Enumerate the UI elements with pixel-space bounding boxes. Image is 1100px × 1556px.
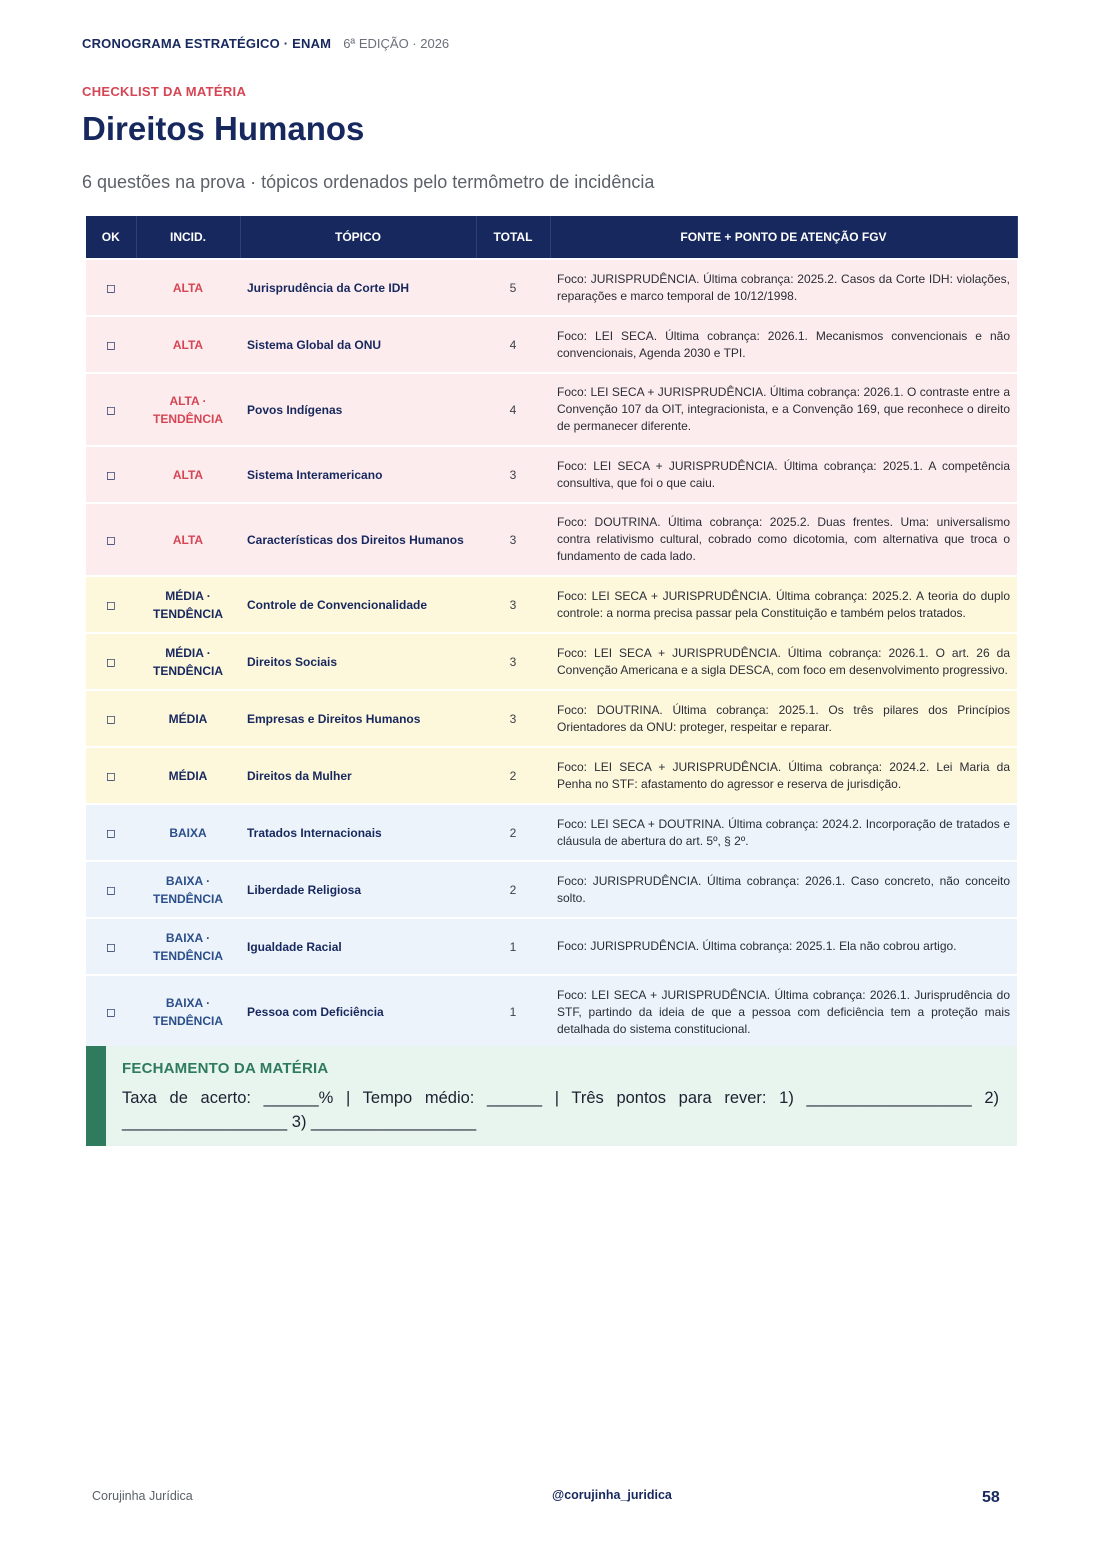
table-row — [86, 918, 1017, 975]
checkbox-icon[interactable]: ◻ — [86, 576, 136, 633]
source-note: Foco: LEI SECA. Última cobrança: 2026.1. Mecanismos convencionais e não convencionais, Agenda 2030 e TPI. — [550, 316, 1017, 373]
source-note: Foco: LEI SECA + JURISPRUDÊNCIA. Última cobrança: 2026.1. Jurisprudência do STF, partindo da ideia de que a pessoa com deficiência tem a proteção mais detalhada do sistema constitucional. — [550, 975, 1017, 1048]
question-total: 3 — [476, 446, 550, 503]
question-total: 5 — [476, 259, 550, 316]
page-subtitle: 6 questões na prova · tópicos ordenados pelo termômetro de incidência — [82, 172, 655, 192]
incidence-label: ALTA — [136, 446, 240, 503]
checkbox-icon[interactable]: ◻ — [86, 503, 136, 576]
checkbox-icon[interactable]: ◻ — [86, 975, 136, 1048]
source-note: Foco: LEI SECA + JURISPRUDÊNCIA. Última cobrança: 2026.1. O art. 26 da Convenção Americana e a sigla DESCA, com foco em desenvolvimento progressivo. — [550, 633, 1017, 690]
source-note: Foco: LEI SECA + JURISPRUDÊNCIA. Última cobrança: 2026.1. O contraste entre a Convenção 107 da OIT, integracionista, e a Convenção 169, que reconhece o direito de permanecer diferente. — [550, 373, 1017, 446]
checkbox-icon[interactable]: ◻ — [86, 861, 136, 918]
closing-fields: Taxa de acerto: ______% | Tempo médio: ______ | Três pontos para rever: 1) __________________ 2) __________________ 3) __________________ — [122, 1089, 999, 1131]
table-row — [86, 446, 1017, 503]
column-header-total: TOTAL — [476, 216, 550, 259]
topic-name: Tratados Internacionais — [240, 804, 476, 861]
topic-name: Pessoa com Deficiência — [240, 975, 476, 1048]
table-row — [86, 747, 1017, 804]
table-row — [86, 259, 1017, 316]
table-row — [86, 576, 1017, 633]
table-row — [86, 861, 1017, 918]
incidence-label: ALTA — [136, 316, 240, 373]
running-header — [82, 36, 449, 51]
topic-name: Liberdade Religiosa — [240, 861, 476, 918]
topic-name: Sistema Interamericano — [240, 446, 476, 503]
topic-name: Empresas e Direitos Humanos — [240, 690, 476, 747]
column-header-topic: TÓPICO — [240, 216, 476, 259]
header-brand: CRONOGRAMA ESTRATÉGICO · ENAM — [82, 36, 332, 51]
checkbox-icon[interactable]: ◻ — [86, 259, 136, 316]
incidence-label: BAIXA · TENDÊNCIA — [136, 918, 240, 975]
checkbox-icon[interactable]: ◻ — [86, 446, 136, 503]
question-total: 3 — [476, 576, 550, 633]
source-note: Foco: JURISPRUDÊNCIA. Última cobrança: 2026.1. Caso concreto, não conceito solto. — [550, 861, 1017, 918]
source-note: Foco: LEI SECA + JURISPRUDÊNCIA. Última cobrança: 2025.2. A teoria do duplo controle: a norma precisa passar pela Constituição e também pelos tratados. — [550, 576, 1017, 633]
incidence-label: BAIXA · TENDÊNCIA — [136, 975, 240, 1048]
question-total: 2 — [476, 804, 550, 861]
incidence-label: MÉDIA — [136, 747, 240, 804]
table-row — [86, 316, 1017, 373]
incidence-label: ALTA — [136, 503, 240, 576]
closing-accent-bar — [86, 1046, 106, 1146]
checklist-table — [86, 216, 1018, 1048]
table-row — [86, 804, 1017, 861]
table-row — [86, 633, 1017, 690]
page-number: 58 — [982, 1489, 1000, 1506]
column-header-source: FONTE + PONTO DE ATENÇÃO FGV — [550, 216, 1017, 259]
checkbox-icon[interactable]: ◻ — [86, 316, 136, 373]
closing-box — [86, 1046, 1017, 1146]
topic-name: Povos Indígenas — [240, 373, 476, 446]
source-note: Foco: JURISPRUDÊNCIA. Última cobrança: 2025.2. Casos da Corte IDH: violações, reparações e marco temporal de 10/12/1998. — [550, 259, 1017, 316]
incidence-label: ALTA · TENDÊNCIA — [136, 373, 240, 446]
topic-name: Direitos da Mulher — [240, 747, 476, 804]
checkbox-icon[interactable]: ◻ — [86, 918, 136, 975]
topic-name: Igualdade Racial — [240, 918, 476, 975]
checkbox-icon[interactable]: ◻ — [86, 690, 136, 747]
incidence-label: ALTA — [136, 259, 240, 316]
closing-title: FECHAMENTO DA MATÉRIA — [122, 1060, 329, 1077]
incidence-label: BAIXA — [136, 804, 240, 861]
footer-handle: @corujinha_juridica — [552, 1488, 672, 1502]
topic-name: Sistema Global da ONU — [240, 316, 476, 373]
incidence-label: MÉDIA — [136, 690, 240, 747]
table-row — [86, 975, 1017, 1048]
footer-brand: Corujinha Jurídica — [92, 1489, 193, 1503]
incidence-label: BAIXA · TENDÊNCIA — [136, 861, 240, 918]
source-note: Foco: LEI SECA + JURISPRUDÊNCIA. Última cobrança: 2025.1. A competência consultiva, que foi o que caiu. — [550, 446, 1017, 503]
column-header-incidence: INCID. — [136, 216, 240, 259]
topic-name: Direitos Sociais — [240, 633, 476, 690]
checkbox-icon[interactable]: ◻ — [86, 747, 136, 804]
table-row — [86, 690, 1017, 747]
column-header-ok: OK — [86, 216, 136, 259]
incidence-label: MÉDIA · TENDÊNCIA — [136, 576, 240, 633]
source-note: Foco: LEI SECA + DOUTRINA. Última cobrança: 2024.2. Incorporação de tratados e cláusula de abertura do art. 5º, § 2º. — [550, 804, 1017, 861]
question-total: 4 — [476, 316, 550, 373]
question-total: 2 — [476, 861, 550, 918]
question-total: 1 — [476, 918, 550, 975]
question-total: 3 — [476, 690, 550, 747]
topic-name: Controle de Convencionalidade — [240, 576, 476, 633]
header-edition: 6ª EDIÇÃO · 2026 — [343, 36, 450, 51]
question-total: 4 — [476, 373, 550, 446]
question-total: 3 — [476, 633, 550, 690]
section-kicker: CHECKLIST DA MATÉRIA — [82, 84, 247, 99]
source-note: Foco: LEI SECA + JURISPRUDÊNCIA. Última cobrança: 2024.2. Lei Maria da Penha no STF: afastamento do agressor e reserva de jurisdição. — [550, 747, 1017, 804]
table-header-row — [86, 216, 1017, 259]
checkbox-icon[interactable]: ◻ — [86, 373, 136, 446]
question-total: 2 — [476, 747, 550, 804]
checkbox-icon[interactable]: ◻ — [86, 633, 136, 690]
page-title: Direitos Humanos — [82, 110, 365, 147]
question-total: 1 — [476, 975, 550, 1048]
topic-name: Características dos Direitos Humanos — [240, 503, 476, 576]
checkbox-icon[interactable]: ◻ — [86, 804, 136, 861]
table-row — [86, 373, 1017, 446]
topic-name: Jurisprudência da Corte IDH — [240, 259, 476, 316]
question-total: 3 — [476, 503, 550, 576]
table-row — [86, 503, 1017, 576]
source-note: Foco: DOUTRINA. Última cobrança: 2025.1. Os três pilares dos Princípios Orientadores da ONU: proteger, respeitar e reparar. — [550, 690, 1017, 747]
incidence-label: MÉDIA · TENDÊNCIA — [136, 633, 240, 690]
source-note: Foco: JURISPRUDÊNCIA. Última cobrança: 2025.1. Ela não cobrou artigo. — [550, 918, 1017, 975]
source-note: Foco: DOUTRINA. Última cobrança: 2025.2. Duas frentes. Uma: universalismo contra relativismo cultural, cobrado como dicotomia, com alternativa que troca o fundamento de cada lado. — [550, 503, 1017, 576]
